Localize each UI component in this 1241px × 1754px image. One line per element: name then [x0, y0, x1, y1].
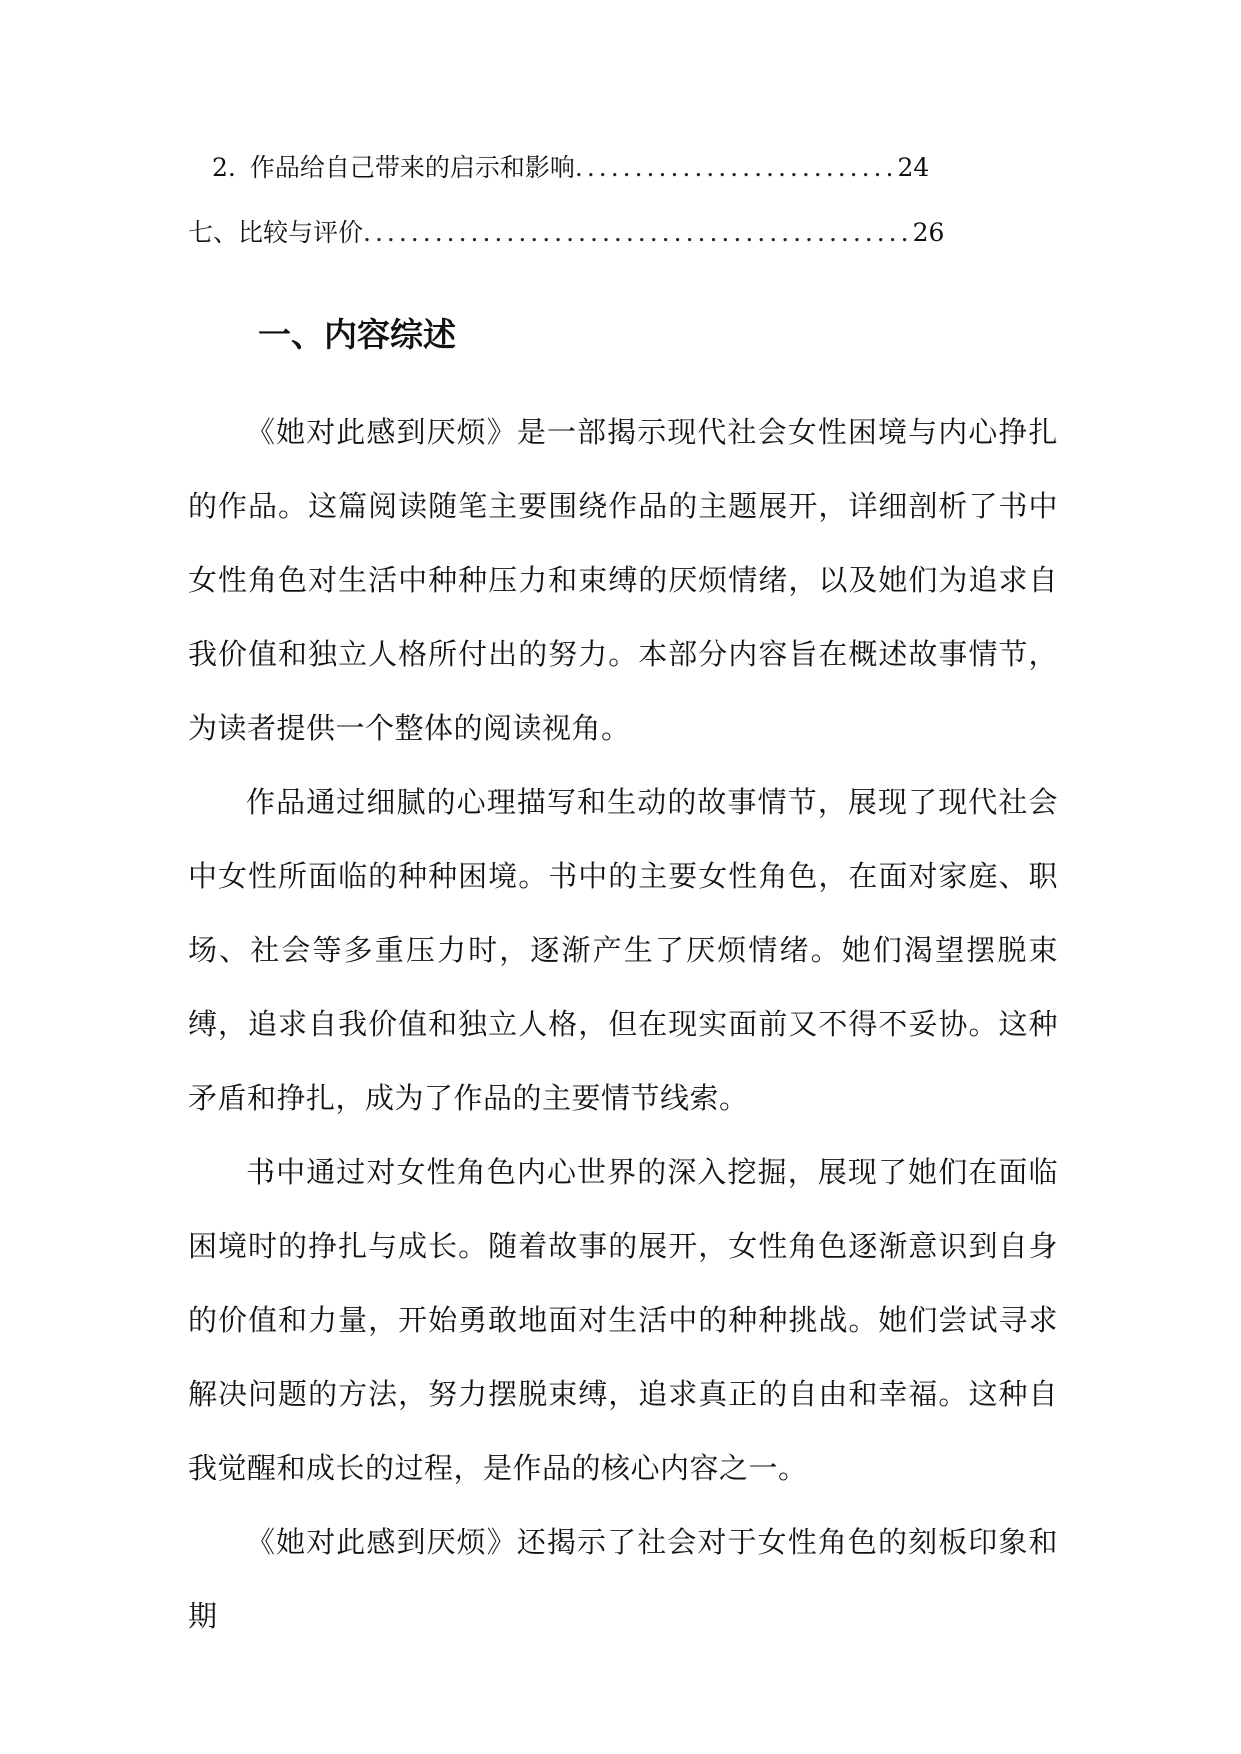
- body-paragraph: 《她对此感到厌烦》是一部揭示现代社会女性困境与内心挣扎的作品。这篇阅读随笔主要围绕作品的主题展开，详细剖析了书中女性角色对生活中种种压力和束缚的厌烦情绪，以及她们为追求自我价值和独立人格所付出的努力。本部分内容旨在概述故事情节，为读者提供一个整体的阅读视角。: [188, 415, 1058, 745]
- toc-entry[interactable]: [188, 218, 944, 248]
- section-heading: 一、内容综述: [258, 315, 456, 354]
- section-body: [188, 395, 1058, 1653]
- toc-dot-leader: ...........................: [574, 153, 898, 182]
- toc-entry-title: 作品给自己带来的启示和影响: [249, 153, 575, 182]
- body-paragraph: 书中通过对女性角色内心世界的深入挖掘，展现了她们在面临困境时的挣扎与成长。随着故事的展开，女性角色逐渐意识到自身的价值和力量，开始勇敢地面对生活中的种种挑战。她们尝试寻求解决问题的方法，努力摆脱束缚，追求真正的自由和幸福。这种自我觉醒和成长的过程，是作品的核心内容之一。: [188, 1155, 1058, 1485]
- toc-dot-leader: ..............................................: [363, 218, 913, 247]
- body-paragraph: 作品通过细腻的心理描写和生动的故事情节，展现了现代社会中女性所面临的种种困境。书中的主要女性角色，在面对家庭、职场、社会等多重压力时，逐渐产生了厌烦情绪。她们渴望摆脱束缚，追求自我价值和独立人格，但在现实面前又不得不妥协。这种矛盾和挣扎，成为了作品的主要情节线索。: [188, 785, 1058, 1115]
- toc-entry-page-number: 26: [912, 218, 945, 247]
- body-paragraph: 《她对此感到厌烦》还揭示了社会对于女性角色的刻板印象和期: [188, 1525, 1058, 1633]
- toc-entry-page-number: 24: [897, 153, 930, 182]
- toc-entry-number: 2.: [212, 153, 236, 182]
- toc-entry-title: 七、比较与评价: [188, 218, 364, 247]
- toc-entry[interactable]: [212, 153, 929, 183]
